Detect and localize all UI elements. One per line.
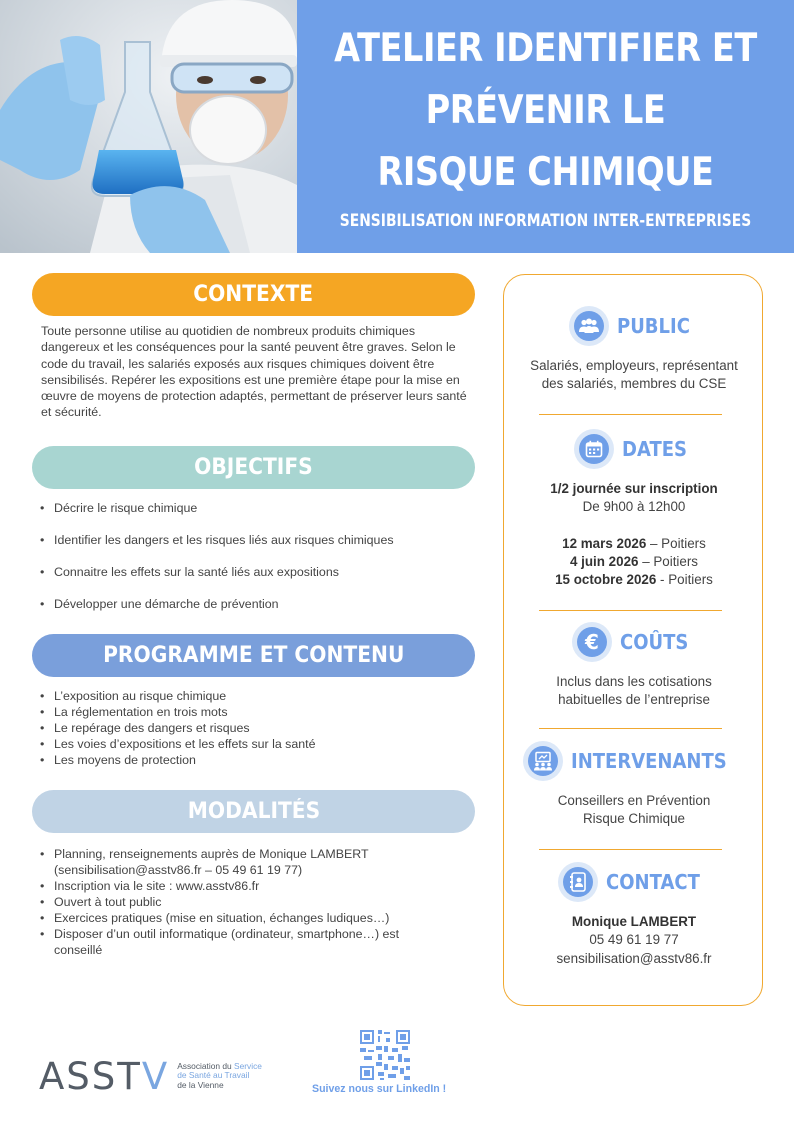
modalites-list: [40, 846, 480, 958]
list-item-line: • Planning, renseignements auprès de Monique LAMBERT: [54, 847, 369, 861]
couts-title: COÛTS: [620, 630, 689, 654]
public-heading: [504, 305, 764, 347]
contexte-title: CONTEXTE: [193, 282, 314, 307]
intervenants-line: Risque Chimique: [583, 811, 685, 827]
list-item: • Identifier les dangers et les risques liés aux risques chimiques: [40, 532, 480, 564]
linkedin-qr-code-icon[interactable]: [360, 1030, 410, 1080]
objectifs-list: [40, 500, 480, 628]
list-item: • Exercices pratiques (mise en situation, échanges ludiques…): [40, 910, 480, 926]
public-text: [504, 357, 764, 394]
title-line: RISQUE CHIMIQUE: [377, 150, 714, 195]
session-place: - Poitiers: [656, 572, 713, 588]
contact-name: Monique LAMBERT: [571, 914, 697, 929]
scientist-photo: [0, 0, 297, 253]
list-item: • Les moyens de protection: [40, 752, 480, 768]
public-title: PUBLIC: [617, 314, 691, 338]
info-card: [503, 274, 763, 1006]
objectifs-title: OBJECTIFS: [194, 455, 313, 480]
section-divider: [539, 414, 722, 415]
public-section: [504, 305, 764, 394]
list-item: • Les voies d’expositions et les effets sur la santé: [40, 736, 480, 752]
date-session: [504, 553, 764, 571]
list-item: • Le repérage des dangers et risques: [40, 720, 480, 736]
contact-heading: [504, 861, 764, 903]
euro-icon: €: [572, 622, 612, 662]
asstv-logo: [39, 1054, 262, 1098]
couts-line: habituelles de l’entreprise: [558, 692, 710, 708]
list-item: [40, 926, 480, 958]
date-session: [504, 571, 764, 589]
logo-sub-line: de la Vienne: [177, 1079, 224, 1090]
logo-text-b: V: [141, 1054, 170, 1098]
contact-email[interactable]: sensibilisation@asstv86.fr: [556, 950, 712, 966]
modalites-title: MODALITÉS: [187, 799, 320, 824]
public-line: des salariés, membres du CSE: [541, 376, 727, 392]
couts-text: [504, 673, 764, 710]
intervenants-text: [504, 792, 764, 829]
contact-text: [504, 913, 764, 968]
dates-hours: De 9h00 à 12h00: [582, 499, 686, 515]
page-subtitle: SENSIBILISATION INFORMATION INTER-ENTREPRISES: [339, 211, 752, 230]
dates-duration: 1/2 journée sur inscription: [550, 481, 718, 496]
list-item-line: (sensibilisation@asstv86.fr – 05 49 61 19 77): [54, 863, 303, 877]
public-line: Salariés, employeurs, représentant: [530, 358, 738, 373]
title-line: ATELIER IDENTIFIER ET: [334, 26, 757, 71]
couts-heading: [504, 621, 764, 663]
intervenants-title: INTERVENANTS: [571, 749, 728, 773]
session-date: 4 juin 2026: [569, 553, 639, 569]
list-item: • Connaitre les effets sur la santé liés aux expositions: [40, 564, 480, 596]
contact-phone[interactable]: 05 49 61 19 77: [589, 932, 679, 948]
contexte-heading: [32, 273, 475, 316]
modalites-heading: [32, 790, 475, 833]
logo-sub-line: Association du: [177, 1060, 235, 1071]
contexte-text: Toute personne utilise au quotidien de nombreux produits chimiques dangereux et les conséquences pour la santé peuvent être graves. Selon le code du travail, les salariés exposés aux risques chimiques doivent être sensibilisés. Repérer les expositions est une première étape pour la mise en œuvre de moyens de protection adaptés, permettant de préserver leurs santé et sécurité.: [41, 324, 467, 420]
programme-title: PROGRAMME ET CONTENU: [102, 643, 405, 668]
list-item-line: conseillé: [54, 943, 103, 957]
logo-sub-line: de Santé au Travail: [177, 1070, 250, 1081]
couts-line: Inclus dans les cotisations: [556, 674, 712, 689]
linkedin-link[interactable]: Suivez nous sur LinkedIn !: [312, 1083, 447, 1095]
list-item: • Inscription via le site : www.asstv86.fr: [40, 878, 480, 894]
session-place: – Poitiers: [646, 535, 706, 551]
dates-section: [504, 428, 764, 589]
logo-text-a: ASST: [39, 1054, 142, 1098]
group-icon: [569, 306, 609, 346]
calendar-icon: [574, 429, 614, 469]
header: [0, 0, 794, 253]
dates-text: [504, 480, 764, 589]
list-item: [40, 846, 480, 878]
intervenants-section: [504, 740, 764, 829]
date-session: [504, 535, 764, 553]
list-item: • Développer une démarche de prévention: [40, 596, 480, 628]
intervenants-heading: [504, 740, 764, 782]
session-date: 15 octobre 2026: [555, 572, 657, 588]
list-item: • Ouvert à tout public: [40, 894, 480, 910]
title-banner: [297, 0, 794, 253]
logo-sub-line: Service: [234, 1060, 262, 1071]
section-divider: [539, 610, 722, 611]
list-item: • La réglementation en trois mots: [40, 704, 480, 720]
session-place: – Poitiers: [638, 553, 699, 569]
programme-heading: [32, 634, 475, 677]
intervenants-line: Conseillers en Prévention: [557, 793, 711, 808]
programme-list: [40, 688, 480, 768]
session-date: 12 mars 2026: [562, 535, 647, 551]
presenter-icon: [523, 741, 563, 781]
logo-wordmark: [39, 1055, 169, 1098]
title-line: PRÉVENIR LE: [425, 88, 666, 133]
list-item: • L’exposition au risque chimique: [40, 688, 480, 704]
section-divider: [539, 728, 722, 729]
contact-title: CONTACT: [605, 870, 700, 894]
couts-section: [504, 621, 764, 710]
contact-card-icon: [558, 862, 598, 902]
logo-subtitle: [177, 1062, 262, 1091]
page-title: [332, 18, 759, 204]
section-divider: [539, 849, 722, 850]
scientist-with-flask-illustration: [0, 0, 297, 253]
dates-title: DATES: [621, 437, 687, 461]
dates-heading: [504, 428, 764, 470]
objectifs-heading: [32, 446, 475, 489]
contact-section: [504, 861, 764, 968]
list-item-line: • Disposer d’un outil informatique (ordinateur, smartphone…) est: [54, 927, 400, 941]
list-item: • Décrire le risque chimique: [40, 500, 480, 532]
